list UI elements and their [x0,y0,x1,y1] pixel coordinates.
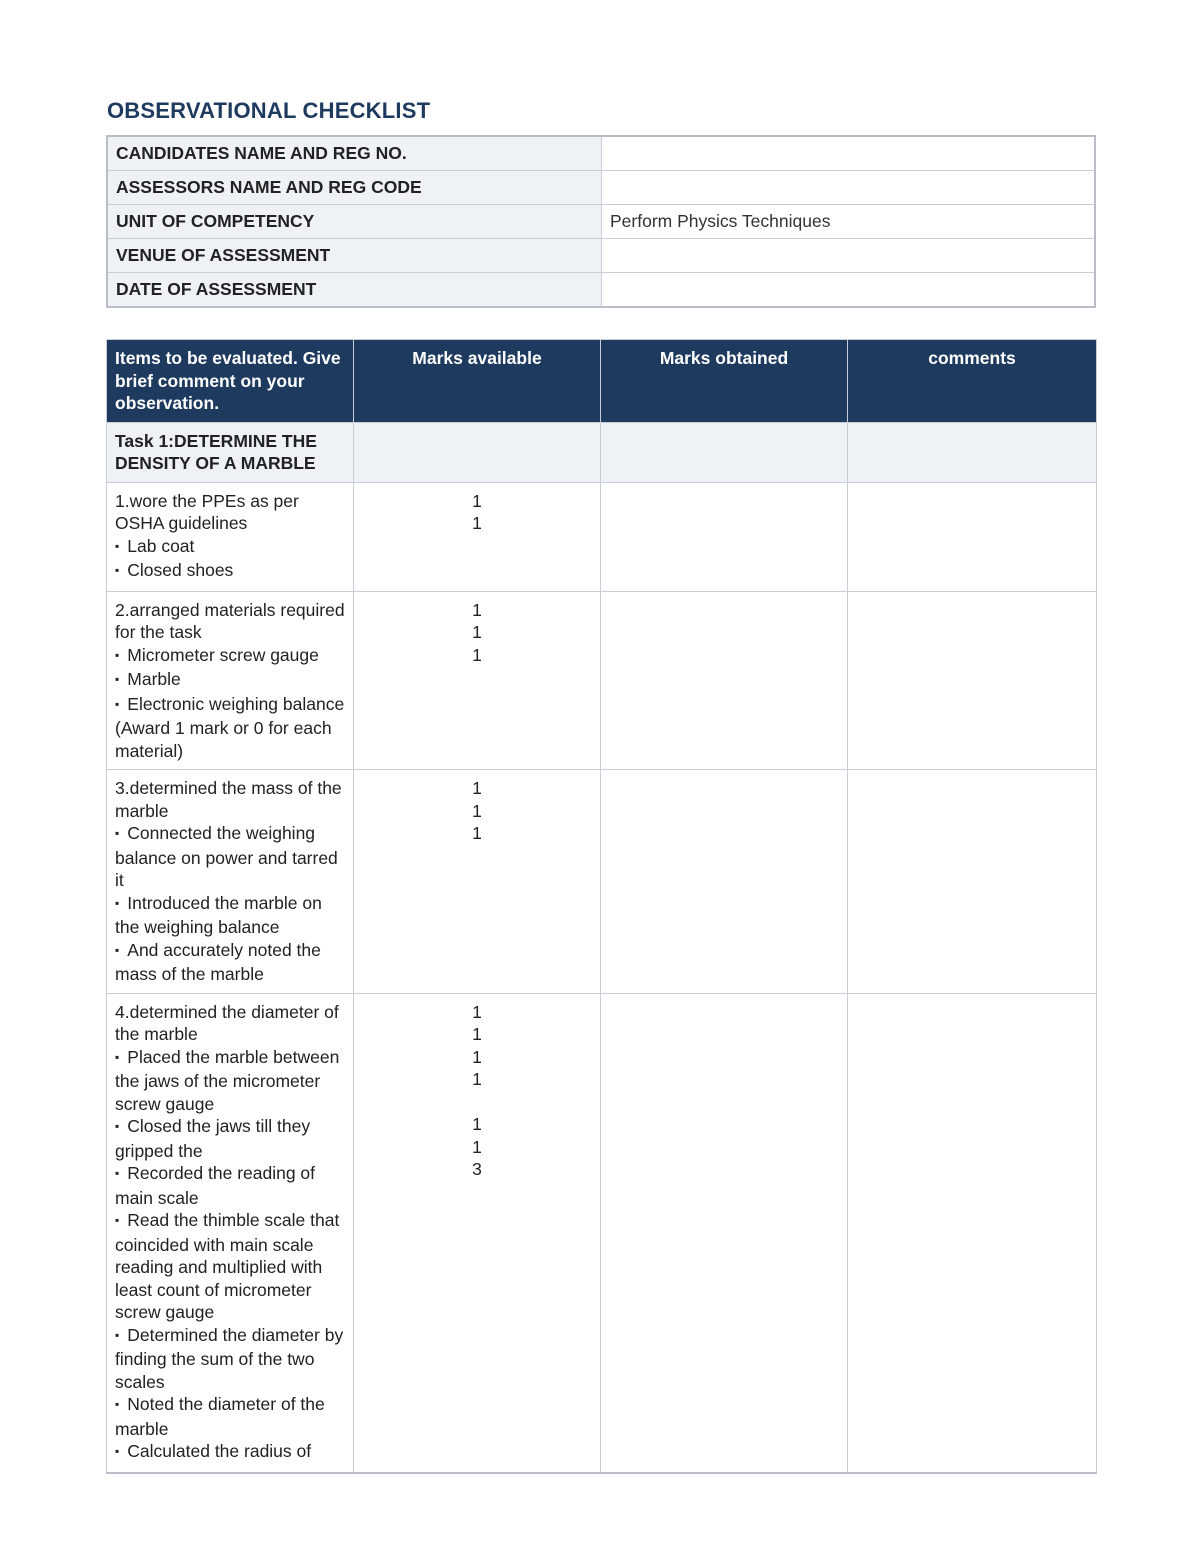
item-note: (Award 1 mark or 0 for each material) [115,718,332,761]
item-title: 1.wore the PPEs as per OSHA guidelines [115,490,299,533]
item-bullet: ▪ Closed the jaws till they gripped the [115,1115,345,1162]
mark-value: 1 [472,823,482,843]
item-title: 3.determined the mass of the marble [115,778,342,821]
marks-obtained-field[interactable] [601,482,848,591]
info-label: ASSESSORS NAME AND REG CODE [107,171,602,205]
checklist-row [107,482,1097,591]
mark-value: 1 [472,800,482,821]
checklist-row [107,993,1097,1473]
evaluation-table [106,339,1097,1474]
info-row-assessor [107,171,1095,205]
item-cell [107,993,354,1473]
marks-available-cell [354,770,601,994]
candidate-info-table [106,135,1096,308]
marks-available-cell [354,482,601,591]
item-bullet: ▪ Electronic weighing balance [115,693,345,718]
item-bullet: ▪ Determined the diameter by finding the sum of the two scales [115,1324,345,1394]
mark-value: 1 [472,778,482,798]
header-comments: comments [848,340,1097,423]
info-label: CANDIDATES NAME AND REG NO. [107,136,602,171]
item-bullet: ▪ Read the thimble scale that coincided with main scale reading and multiplied with least count of micrometer screw gauge [115,1209,345,1324]
mark-value: 3 [472,1159,482,1179]
marks-available-cell [354,993,601,1473]
comments-field[interactable] [848,482,1097,591]
marks-available-cell [354,591,601,770]
info-row-candidate [107,136,1095,171]
marks-obtained-field[interactable] [601,993,848,1473]
mark-value: 1 [472,1024,482,1044]
mark-value: 1 [472,513,482,533]
mark-value: 1 [472,1136,482,1157]
comments-field[interactable] [848,770,1097,994]
unit-of-competency-field[interactable]: Perform Physics Techniques [602,205,1096,239]
mark-spacer [362,1091,592,1114]
item-cell [107,770,354,994]
item-bullet: ▪ Connected the weighing balance on power and tarred it [115,822,345,892]
marks-obtained-field[interactable] [601,770,848,994]
task-title: Task 1:DETERMINE THE DENSITY OF A MARBLE [107,422,354,482]
header-marks-available: Marks available [354,340,601,423]
page-title: OBSERVATIONAL CHECKLIST [107,98,431,123]
venue-field[interactable] [602,239,1096,273]
mark-value: 1 [472,599,482,620]
item-bullet: ▪ Closed shoes [115,559,345,584]
item-bullet: ▪ Placed the marble between the jaws of the micrometer screw gauge [115,1046,345,1116]
date-field[interactable] [602,273,1096,308]
item-bullet: ▪ Introduced the marble on the weighing balance [115,892,345,939]
task-row [107,422,1097,482]
item-cell [107,591,354,770]
candidate-name-field[interactable] [602,136,1096,171]
info-row-date [107,273,1095,308]
info-row-venue [107,239,1095,273]
info-label: VENUE OF ASSESSMENT [107,239,602,273]
item-bullet: ▪ Noted the diameter of the marble [115,1393,345,1440]
info-label: DATE OF ASSESSMENT [107,273,602,308]
marks-obtained-field[interactable] [601,591,848,770]
mark-value: 1 [472,1001,482,1022]
header-items: Items to be evaluated. Give brief comment on your observation. [107,340,354,423]
item-title: 4.determined the diameter of the marble [115,1001,339,1044]
task-marks-available [354,422,601,482]
task-comments [848,422,1097,482]
item-bullet: ▪ Recorded the reading of main scale [115,1162,345,1209]
info-row-unit [107,205,1095,239]
mark-value: 1 [472,622,482,642]
comments-field[interactable] [848,591,1097,770]
item-bullet: ▪ Calculated the radius of [115,1440,345,1465]
comments-field[interactable] [848,993,1097,1473]
header-marks-obtained: Marks obtained [601,340,848,423]
checklist-row [107,770,1097,994]
assessor-name-field[interactable] [602,171,1096,205]
checklist-row [107,591,1097,770]
item-bullet: ▪ Lab coat [115,535,345,560]
item-cell [107,482,354,591]
item-title: 2.arranged materials required for the task [115,599,345,642]
mark-value: 1 [472,1046,482,1067]
mark-value: 1 [472,1114,482,1134]
item-bullet: ▪ And accurately noted the mass of the marble [115,939,345,986]
mark-value: 1 [472,490,482,511]
mark-value: 1 [472,644,482,665]
mark-value: 1 [472,1069,482,1089]
task-marks-obtained [601,422,848,482]
item-bullet: ▪ Marble [115,668,345,693]
info-label: UNIT OF COMPETENCY [107,205,602,239]
item-bullet: ▪ Micrometer screw gauge [115,644,345,669]
evaluation-header-row [107,340,1097,423]
